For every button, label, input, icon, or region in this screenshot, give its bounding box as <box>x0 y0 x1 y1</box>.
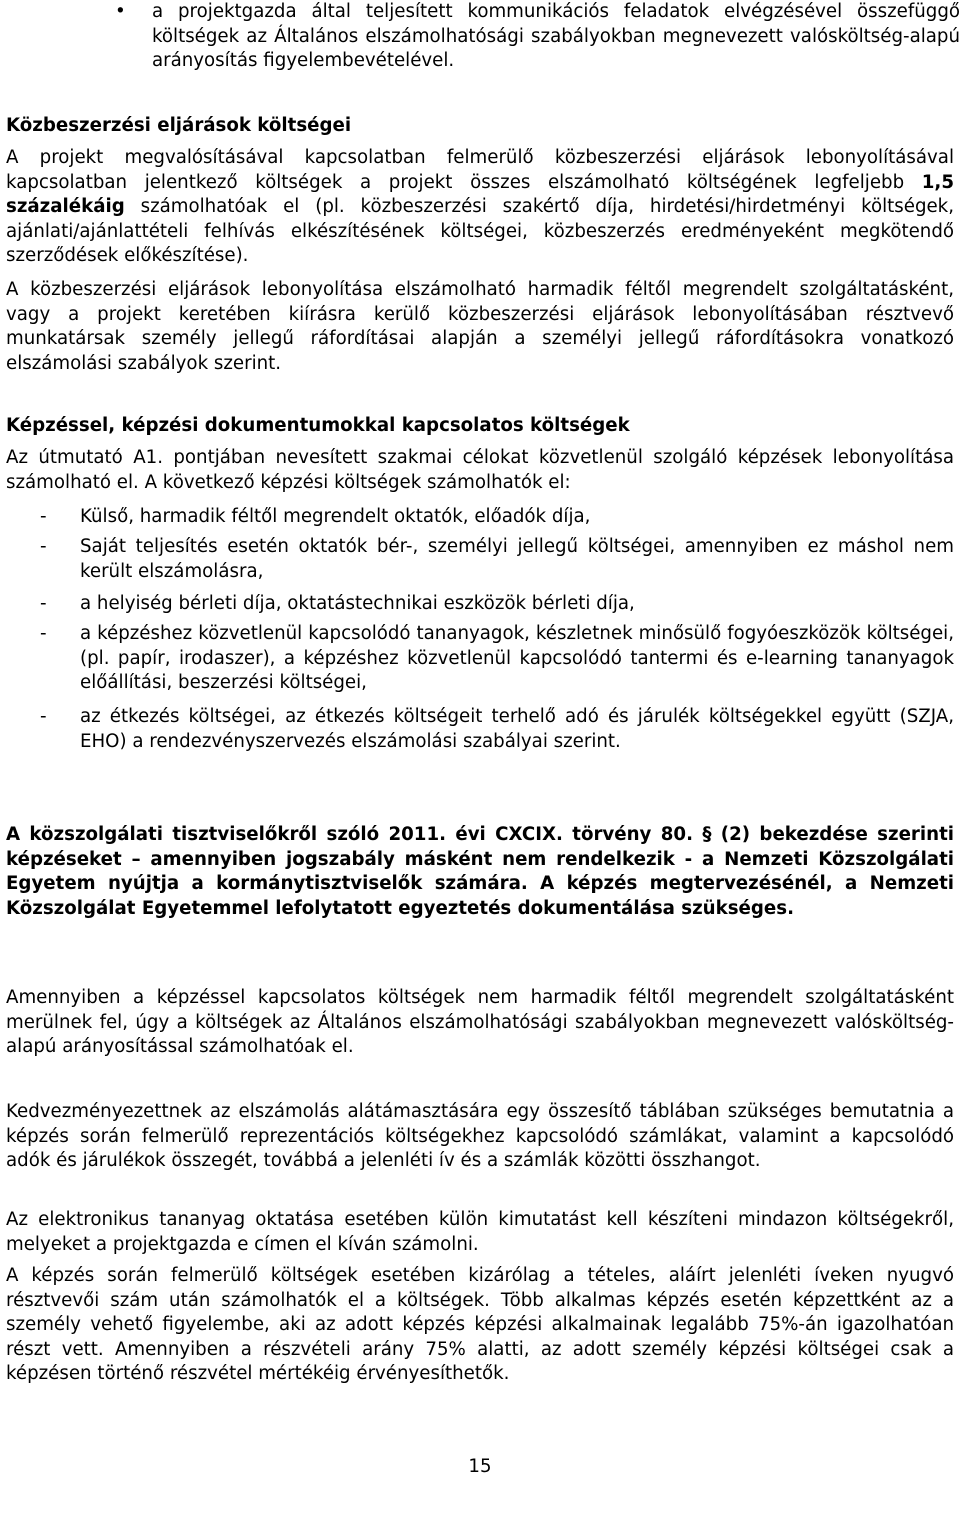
procurement-paragraph-2: A közbeszerzési eljárások lebonyolítása elszámolható harmadik féltől megrendelt szolgáltatásként, vagy a projekt keretében kiírásra kerülő közbeszerzési eljárások lebonyolításában résztvevő munkatársak személy jellegű ráfordításai alapján a személyi jellegű ráfordításokra vonatkozó elszámolási szabályok szerint. <box>6 279 954 374</box>
list-item-text: az étkezés költségei, az étkezés költségeit terhelő adó és járulék költségekkel együtt (SZJA, EHO) a rendezvényszervezés elszámolási szabályai szerint. <box>80 706 954 752</box>
procurement-text-part2: számolhatóak el (pl. közbeszerzési szakértő díja, hirdetési/hirdetményi költségek, ajánlati/ajánlattételi felhívás elkészítésének költségei, közbeszerzés eredményeként megkötendő szerződések előkészítése). <box>6 196 954 266</box>
page-number: 15 <box>468 1456 492 1477</box>
dash-marker: - <box>40 623 47 644</box>
list-item-text: Saját teljesítés esetén oktatók bér-, személyi jellegű költségei, amennyiben ez máshol nem került elszámolásra, <box>80 536 954 582</box>
section-heading-procurement: Közbeszerzési eljárások költségei <box>6 115 352 136</box>
dash-marker: - <box>40 536 47 557</box>
third-party-paragraph: Amennyiben a képzéssel kapcsolatos költségek nem harmadik féltől megrendelt szolgáltatásként merülnek fel, úgy a költségek az Általános elszámolhatósági szabályokban megnevezett valósköltség-alapú arányosítással számolhatóak el. <box>6 987 954 1057</box>
legal-note-bold: A közszolgálati tisztviselőkről szóló 2011. évi CXCIX. törvény 80. § (2) bekezdése szerinti képzéseket – amennyiben jogszabály másként nem rendelkezik - a Nemzeti Közszolgálati Egyetem nyújtja a kormánytisztviselők számára. A képzés megtervezésénél, a Nemzeti Közszolgálat Egyetemmel lefolytatott egyeztetés dokumentálása szükséges. <box>6 824 954 919</box>
list-item-text: Külső, harmadik féltől megrendelt oktatók, előadók díja, <box>80 506 591 527</box>
list-item-text: a képzéshez közvetlenül kapcsolódó tananyagok, készletnek minősülő fogyóeszközök költségei, (pl. papír, irodaszer), a képzéshez közvetlenül kapcsolódó tantermi és e-learning tananyagok előállítási, beszerzési költségei, <box>80 623 954 693</box>
dash-marker: - <box>40 506 47 527</box>
bullet-item-text: a projektgazda által teljesített kommunikációs feladatok elvégzésével összefüggő költségek az Általános elszámolhatósági szabályokban megnevezett valósköltség-alapú arányosítás figyelembevételével. <box>152 1 960 71</box>
training-intro: Az útmutató A1. pontjában nevesített szakmai célokat közvetlenül szolgáló képzések lebonyolítása számolható el. A következő képzési költségek számolhatók el: <box>6 447 954 493</box>
procurement-text-part1: A projekt megvalósításával kapcsolatban felmerülő közbeszerzési eljárások lebonyolításával kapcsolatban jelentkező költségek a projekt összes elszámolható költségének legfeljebb <box>6 147 954 193</box>
summary-table-paragraph: Kedvezményezettnek az elszámolás alátámasztására egy összesítő táblában szükséges bemutatnia a képzés során felmerülő reprezentációs költségekhez kapcsolódó számlákat, valamint a kapcsolódó adók és járulékok összegét, továbbá a jelenléti ív és a számlák közötti összhangot. <box>6 1101 954 1171</box>
procurement-limit-bold: 1,5 százalékáig <box>6 171 954 217</box>
dash-marker: - <box>40 593 47 614</box>
bullet-icon: • <box>115 1 126 22</box>
dash-marker: - <box>40 706 47 727</box>
list-item-text: a helyiség bérleti díja, oktatástechnikai eszközök bérleti díja, <box>80 593 635 614</box>
section-heading-training: Képzéssel, képzési dokumentumokkal kapcsolatos költségek <box>6 415 630 436</box>
attendance-paragraph: A képzés során felmerülő költségek esetében kizárólag a tételes, aláírt jelenléti íveken nyugvó résztvevői szám után számolhatók el a költségek. Több alkalmas képzés esetén képzettként az a személy vehető figyelembe, aki az adott képzés képzési alkalmainak legalább 75%-án igazolhatóan részt vett. Amennyiben a részvételi arány 75% alatti, az adott személy képzési költségei csak a képzésen történő részvétel mértékéig érvényesíthetők. <box>6 1265 954 1384</box>
procurement-paragraph-1 <box>6 146 954 269</box>
elearning-paragraph: Az elektronikus tananyag oktatása esetében külön kimutatást kell készíteni mindazon költségekről, melyeket a projektgazda e címen el kíván számolni. <box>6 1209 954 1255</box>
